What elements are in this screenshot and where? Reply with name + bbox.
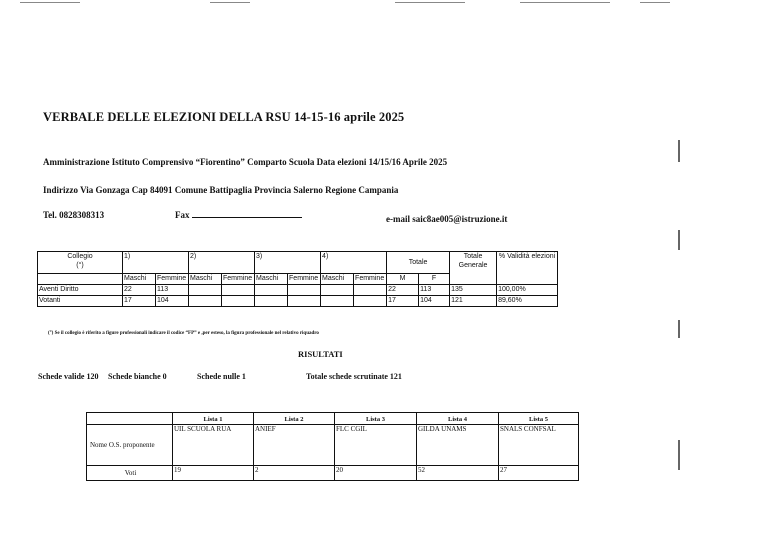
union-name: SNALS CONFSAL — [499, 425, 579, 466]
validita-header: % Validità elezioni — [497, 252, 558, 285]
maschi-value: 17 — [123, 296, 156, 307]
m-subheader: M — [387, 274, 419, 285]
maschi-value: 22 — [123, 285, 156, 296]
administration-line: Amministrazione Istituto Comprensivo “Fiorentino” Comparto Scuola Data elezioni 14/15/16 Aprile 2025 — [43, 157, 448, 167]
vote-count: 52 — [417, 466, 499, 481]
totale-scrutinate: Totale schede scrutinate 121 — [306, 372, 402, 381]
names-row-label: Nome O.S. proponente — [87, 425, 173, 466]
union-name: FLC CGIL — [335, 425, 417, 466]
union-name: ANIEF — [254, 425, 335, 466]
telephone: Tel. 0828308313 — [43, 210, 105, 220]
group-3-header: 3) — [255, 252, 321, 274]
footnote: (°) Se il collegio è riferito a figure professionali indicare il codice “FP” e ,per esteso, la figura professionale nel relativo riquadro — [48, 331, 319, 336]
scan-top-edge — [0, 0, 770, 8]
scan-right-mark — [678, 440, 680, 470]
totale-m-value: 17 — [387, 296, 419, 307]
vote-count: 2 — [254, 466, 335, 481]
schede-bianche: Schede bianche 0 — [108, 372, 167, 381]
lista-header: Lista 5 — [499, 413, 579, 425]
empty-cell — [38, 274, 123, 285]
table-row — [38, 296, 558, 307]
fax-label: Fax — [175, 210, 190, 220]
vote-count: 19 — [173, 466, 254, 481]
femmine-value: 113 — [156, 285, 189, 296]
document-title: VERBALE DELLE ELEZIONI DELLA RSU 14-15-16 aprile 2025 — [43, 110, 405, 124]
totale-m-value: 22 — [387, 285, 419, 296]
validita-value: 89,60% — [497, 296, 558, 307]
votes-row-label: Voti — [87, 466, 173, 481]
empty-cell — [87, 413, 173, 425]
femmine-subheader: Femmine — [222, 274, 255, 285]
lista-header: Lista 4 — [417, 413, 499, 425]
group-2-header: 2) — [189, 252, 255, 274]
femmine-subheader: Femmine — [156, 274, 189, 285]
electors-table — [37, 251, 558, 307]
table-row — [87, 466, 579, 481]
group-4-header: 4) — [321, 252, 387, 274]
union-name: UIL SCUOLA RUA — [173, 425, 254, 466]
row-label: Aventi Diritto — [38, 285, 123, 296]
row-label: Votanti — [38, 296, 123, 307]
union-name: GILDA UNAMS — [417, 425, 499, 466]
lista-header: Lista 3 — [335, 413, 417, 425]
fax-blank — [192, 217, 302, 218]
totale-generale-value: 135 — [450, 285, 497, 296]
maschi-subheader: Maschi — [255, 274, 288, 285]
vote-count: 20 — [335, 466, 417, 481]
maschi-subheader: Maschi — [321, 274, 354, 285]
table-row — [38, 285, 558, 296]
totale-generale-header: Totale Generale — [450, 252, 497, 285]
totale-header: Totale — [387, 252, 450, 274]
address-line: Indirizzo Via Gonzaga Cap 84091 Comune Battipaglia Provincia Salerno Regione Campania — [43, 185, 399, 195]
femmine-subheader: Femmine — [354, 274, 387, 285]
email: e-mail saic8ae005@istruzione.it — [386, 214, 508, 224]
schede-nulle: Schede nulle 1 — [197, 372, 246, 381]
femmine-value: 104 — [156, 296, 189, 307]
lista-header: Lista 2 — [254, 413, 335, 425]
maschi-subheader: Maschi — [189, 274, 222, 285]
scan-right-mark — [678, 230, 680, 250]
f-subheader: F — [419, 274, 450, 285]
schede-valide: Schede valide 120 — [38, 372, 99, 381]
vote-count: 27 — [499, 466, 579, 481]
collegio-header: Collegio (°) — [38, 252, 123, 274]
lista-header: Lista 1 — [173, 413, 254, 425]
fax-field — [175, 210, 302, 220]
totale-f-value: 104 — [419, 296, 450, 307]
results-heading: RISULTATI — [298, 349, 343, 359]
validita-value: 100,00% — [497, 285, 558, 296]
totale-generale-value: 121 — [450, 296, 497, 307]
scan-right-mark — [678, 140, 680, 162]
femmine-subheader: Femmine — [288, 274, 321, 285]
group-1-header: 1) — [123, 252, 189, 274]
table-row — [87, 425, 579, 466]
totale-f-value: 113 — [419, 285, 450, 296]
results-table — [86, 412, 579, 481]
maschi-subheader: Maschi — [123, 274, 156, 285]
scan-right-mark — [678, 320, 680, 338]
